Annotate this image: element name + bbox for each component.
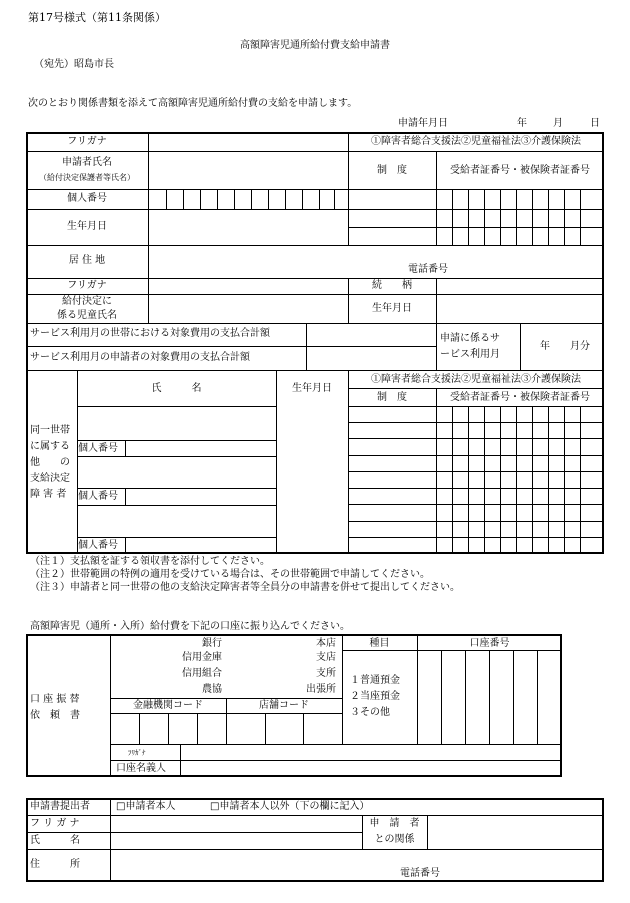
laws-label: ①障害者総合支援法②児童福祉法③介護保険法 — [371, 136, 581, 147]
household-system-label: 制 度 — [377, 392, 407, 403]
household-side-3: 他 の — [30, 457, 70, 468]
year-month-label: 年 月分 — [540, 341, 590, 352]
household-personal-number-1: 個人番号 — [78, 443, 118, 454]
submitter-name-label: 氏 名 — [30, 835, 80, 846]
service-month-label-2: ービス利用月 — [440, 349, 500, 360]
phone-label: 電話番号 — [408, 264, 448, 275]
date-year-label: 年 — [517, 118, 527, 129]
account-type-2: ２当座預金 — [350, 691, 400, 702]
branch-code-label: 店舗コード — [259, 700, 309, 711]
total-applicant-label: サービス利用月の申請者の対象費用の支払合計額 — [30, 352, 250, 363]
bank-type-4: 農協 — [202, 684, 222, 695]
addressee: （宛先）昭島市長 — [34, 59, 114, 70]
account-type-header: 種目 — [369, 638, 390, 649]
holder-furigana-label: ﾌﾘｶﾞﾅ — [128, 749, 146, 757]
system-label: 制 度 — [377, 165, 407, 176]
branch-type-1: 本店 — [316, 638, 336, 649]
date-month-label: 月 — [553, 118, 563, 129]
transfer-side-2: 依 頼 書 — [30, 710, 80, 721]
form-title: 高額障害児通所給付費支給申請書 — [240, 40, 390, 51]
child-name-label-1: 給付決定に — [62, 296, 112, 307]
household-side-1: 同一世帯 — [30, 425, 70, 436]
submitter-address-label: 住 所 — [30, 859, 80, 870]
applicant-name-sublabel: （給付決定保護者等氏名） — [39, 173, 135, 182]
applicant-name-label: 申請者氏名 — [62, 157, 112, 168]
bank-type-2: 信用金庫 — [182, 652, 222, 663]
branch-type-4: 出張所 — [306, 684, 336, 695]
holder-label: 口座名義人 — [116, 763, 166, 774]
furigana-label: フリガナ — [67, 136, 107, 147]
bank-code-label: 金融機関コード — [133, 700, 203, 711]
child-birth-label: 生年月日 — [372, 303, 412, 314]
bank-type-3: 信用組合 — [182, 668, 222, 679]
branch-type-3: 支所 — [316, 668, 336, 679]
option-self-checkbox[interactable]: □申請者本人 — [116, 801, 176, 812]
birth-date-label: 生年月日 — [67, 221, 107, 232]
service-month-label-1: 申請に係るサ — [440, 333, 500, 344]
household-cert-label: 受給者証番号・被保険者証番号 — [450, 392, 590, 403]
note-2: （注２）世帯範囲の特例の適用を受けている場合は、その世帯範囲で申請してください。 — [30, 569, 430, 580]
total-household-label: サービス利用月の世帯における対象費用の支払合計額 — [30, 328, 270, 339]
submitter-phone-label: 電話番号 — [400, 868, 440, 879]
submitter-furigana-label: フ リ ガ ナ — [30, 818, 80, 829]
form-number: 第17号様式（第11条関係） — [28, 11, 166, 24]
bank-type-1: 銀行 — [202, 638, 222, 649]
transfer-intro: 高額障害児（通所・入所）給付費を下記の口座に振り込んでください。 — [30, 621, 350, 632]
transfer-side-1: 口 座 振 替 — [30, 694, 80, 705]
cert-number-label: 受給者証番号・被保険者証番号 — [450, 165, 590, 176]
household-side-4: 支給決定 — [30, 473, 70, 484]
date-day-label: 日 — [590, 118, 600, 129]
intro-text: 次のとおり関係書類を添えて高額障害児通所給付費の支給を申請します。 — [28, 98, 358, 109]
option-other-checkbox[interactable]: □申請者本人以外（下の欄に記入） — [210, 801, 370, 812]
household-personal-number-2: 個人番号 — [78, 491, 118, 502]
note-1: （注１）支払額を証する領収書を添付してください。 — [30, 556, 270, 567]
date-label: 申請年月日 — [398, 118, 448, 129]
household-personal-number-3: 個人番号 — [78, 540, 118, 551]
submitter-relation-label-1: 申 請 者 — [369, 818, 420, 829]
submitter-relation-label-2: との関係 — [374, 834, 415, 845]
branch-type-2: 支店 — [316, 652, 336, 663]
household-birth-header: 生年月日 — [292, 383, 332, 394]
furigana2-label: フリガナ — [67, 280, 107, 291]
household-name-header: 氏 名 — [151, 383, 202, 394]
household-laws-label: ①障害者総合支援法②児童福祉法③介護保険法 — [371, 374, 581, 385]
relationship-label: 続 柄 — [372, 280, 412, 291]
child-name-label-2: 係る児童氏名 — [57, 310, 117, 321]
personal-number-label: 個人番号 — [67, 193, 107, 204]
account-type-1: １普通預金 — [350, 675, 400, 686]
address-label: 居 住 地 — [68, 255, 106, 266]
account-type-3: ３その他 — [350, 707, 390, 718]
household-side-2: に属する — [30, 441, 70, 452]
account-number-header: 口座番号 — [469, 638, 510, 649]
note-3: （注３）申請者と同一世帯の他の支給決定障害者等全員分の申請書を併せて提出してください。 — [30, 582, 460, 593]
household-side-5: 障 害 者 — [30, 489, 67, 500]
submitter-label: 申請書提出者 — [30, 801, 90, 812]
